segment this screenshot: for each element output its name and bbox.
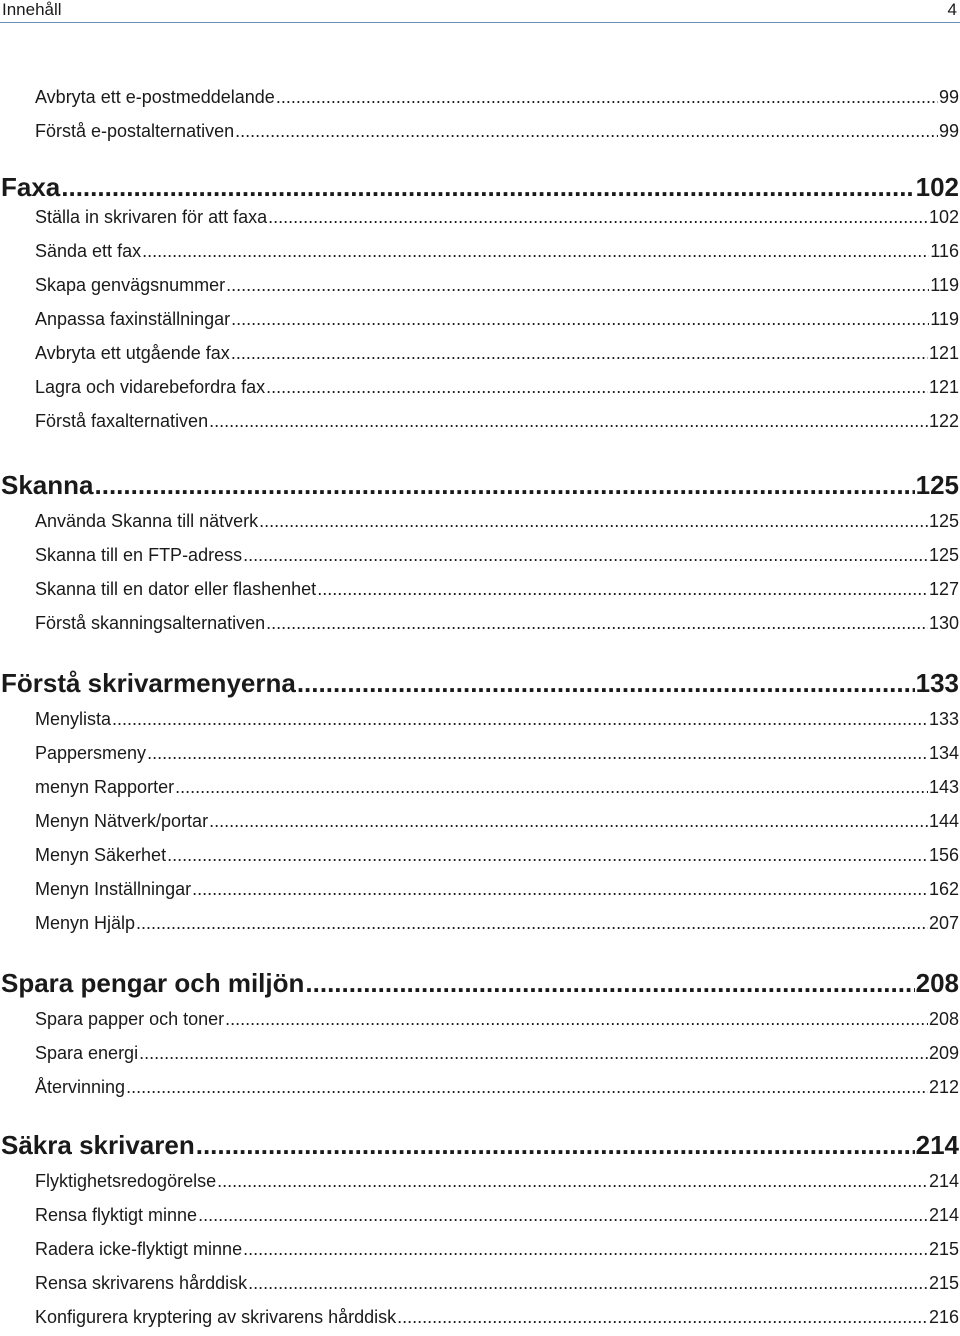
toc-page-number: 99 [938, 87, 959, 107]
toc-entry[interactable] [0, 808, 960, 834]
toc-page-number: 133 [928, 709, 959, 729]
toc-entry[interactable] [0, 1202, 960, 1228]
toc-leader-dots [235, 118, 938, 144]
toc-leader-dots [209, 808, 928, 834]
toc-leader-dots [397, 1304, 928, 1330]
toc-title: Ställa in skrivaren för att faxa [35, 207, 268, 227]
toc-entry[interactable] [0, 1304, 960, 1330]
toc-page-number: 216 [928, 1307, 959, 1327]
toc-leader-dots [305, 966, 914, 1000]
toc-leader-dots [209, 408, 928, 434]
toc-title: Förstå e-postalternativen [35, 121, 235, 141]
toc-leader-dots [231, 306, 929, 332]
toc-section[interactable] [0, 966, 960, 1000]
toc-leader-dots [231, 340, 928, 366]
toc-leader-dots [276, 84, 938, 110]
toc-entry[interactable] [0, 706, 960, 732]
toc-page-number: 208 [915, 968, 959, 998]
toc-page-number: 125 [915, 470, 959, 500]
header-page-number: 4 [947, 0, 957, 19]
toc-leader-dots [248, 1270, 928, 1296]
toc-entry[interactable] [0, 408, 960, 434]
toc-title: Förstå skanningsalternativen [35, 613, 266, 633]
toc-leader-dots [226, 272, 929, 298]
toc-entry[interactable] [0, 204, 960, 230]
toc-entry[interactable] [0, 118, 960, 144]
toc-title: Menyn Inställningar [35, 879, 192, 899]
toc-leader-dots [297, 666, 915, 700]
toc-page-number: 122 [928, 411, 959, 431]
toc-entry[interactable] [0, 272, 960, 298]
toc-page-number: 208 [928, 1009, 959, 1029]
toc-page-number: 119 [930, 309, 959, 329]
header-title: Innehåll [2, 0, 62, 19]
toc-title: Förstå skrivarmenyerna [1, 668, 296, 698]
toc-entry[interactable] [0, 842, 960, 868]
toc-leader-dots [243, 1236, 928, 1262]
toc-page-number: 121 [928, 377, 959, 397]
toc-entry[interactable] [0, 84, 960, 110]
toc-title: Spara pengar och miljön [1, 968, 305, 998]
toc-page-number: 102 [928, 207, 959, 227]
toc-title: Förstå faxalternativen [35, 411, 209, 431]
toc-entry[interactable] [0, 1168, 960, 1194]
toc-entry[interactable] [0, 340, 960, 366]
toc-leader-dots [147, 740, 928, 766]
toc-leader-dots [61, 170, 914, 204]
toc-section[interactable] [0, 1128, 960, 1162]
toc-page-number: 121 [928, 343, 959, 363]
toc-title: Menyn Hjälp [35, 913, 136, 933]
toc-page-number: 134 [928, 743, 959, 763]
toc-title: Faxa [1, 172, 61, 202]
toc-leader-dots [126, 1074, 928, 1100]
toc-title: Avbryta ett utgående fax [35, 343, 230, 363]
toc-entry[interactable] [0, 910, 960, 936]
toc-title: Anpassa faxinställningar [35, 309, 231, 329]
toc-entry[interactable] [0, 508, 960, 534]
toc-title: Radera icke-flyktigt minne [35, 1239, 243, 1259]
toc-leader-dots [317, 576, 928, 602]
toc-leader-dots [259, 508, 928, 534]
toc-leader-dots [243, 542, 928, 568]
toc-leader-dots [136, 910, 928, 936]
toc-title: Menylista [35, 709, 112, 729]
toc-leader-dots [139, 1040, 928, 1066]
toc-leader-dots [196, 1128, 915, 1162]
toc-page-number: 209 [928, 1043, 959, 1063]
toc-page-number: 119 [930, 275, 959, 295]
toc-entry[interactable] [0, 1040, 960, 1066]
toc-title: Menyn Säkerhet [35, 845, 167, 865]
toc-page-number: 215 [928, 1239, 959, 1259]
toc-leader-dots [266, 610, 928, 636]
toc-page-number: 130 [928, 613, 959, 633]
toc-leader-dots [192, 876, 928, 902]
toc-page-number: 125 [928, 545, 959, 565]
toc-title: Flyktighetsredogörelse [35, 1171, 217, 1191]
toc-title: Rensa flyktigt minne [35, 1205, 198, 1225]
toc-title: Menyn Nätverk/portar [35, 811, 209, 831]
toc-entry[interactable] [0, 1006, 960, 1032]
toc-section[interactable] [0, 170, 960, 204]
toc-entry[interactable] [0, 876, 960, 902]
toc-page-number: 214 [915, 1130, 959, 1160]
toc-page-number: 125 [928, 511, 959, 531]
toc-page-number: 143 [928, 777, 959, 797]
toc-page-number: 99 [938, 121, 959, 141]
toc-title: Skanna [1, 470, 94, 500]
toc-entry[interactable] [0, 610, 960, 636]
toc-title: Pappersmeny [35, 743, 147, 763]
toc-entry[interactable] [0, 1074, 960, 1100]
toc-title: Sända ett fax [35, 241, 142, 261]
toc-leader-dots [268, 204, 928, 230]
toc-title: menyn Rapporter [35, 777, 175, 797]
toc-leader-dots [225, 1006, 928, 1032]
toc-title: Spara energi [35, 1043, 139, 1063]
toc-title: Återvinning [35, 1077, 126, 1097]
page-header [0, 0, 960, 23]
toc-leader-dots [175, 774, 928, 800]
toc-section[interactable] [0, 468, 960, 502]
toc-page-number: 214 [928, 1171, 959, 1191]
toc-page-number: 127 [928, 579, 959, 599]
toc-title: Skanna till en dator eller flashenhet [35, 579, 317, 599]
toc-entry[interactable] [0, 774, 960, 800]
toc-entry[interactable] [0, 374, 960, 400]
toc-title: Spara papper och toner [35, 1009, 225, 1029]
toc-leader-dots [217, 1168, 928, 1194]
toc-entry[interactable] [0, 238, 960, 264]
toc-entry[interactable] [0, 306, 960, 332]
toc-title: Använda Skanna till nätverk [35, 511, 259, 531]
toc-page-number: 144 [928, 811, 959, 831]
toc-title: Konfigurera kryptering av skrivarens hårddisk [35, 1307, 397, 1327]
toc-title: Skanna till en FTP-adress [35, 545, 243, 565]
toc-page-number: 156 [928, 845, 959, 865]
toc-leader-dots [167, 842, 928, 868]
toc-page-number: 212 [928, 1077, 959, 1097]
toc-page-number: 214 [928, 1205, 959, 1225]
toc-title: Säkra skrivaren [1, 1130, 195, 1160]
toc-leader-dots [142, 238, 929, 264]
toc-entry[interactable] [0, 542, 960, 568]
toc-page-number: 215 [928, 1273, 959, 1293]
toc-entry[interactable] [0, 1236, 960, 1262]
toc-leader-dots [112, 706, 928, 732]
toc-title: Skapa genvägsnummer [35, 275, 226, 295]
toc-entry[interactable] [0, 576, 960, 602]
toc-leader-dots [266, 374, 928, 400]
toc-page-number: 207 [928, 913, 959, 933]
toc-title: Rensa skrivarens hårddisk [35, 1273, 248, 1293]
toc-page-number: 102 [915, 172, 959, 202]
toc-entry[interactable] [0, 1270, 960, 1296]
toc-page-number: 162 [928, 879, 959, 899]
toc-section[interactable] [0, 666, 960, 700]
toc-entry[interactable] [0, 740, 960, 766]
toc-page-number: 116 [930, 241, 959, 261]
toc-title: Avbryta ett e-postmeddelande [35, 87, 275, 107]
toc-leader-dots [95, 468, 915, 502]
toc-title: Lagra och vidarebefordra fax [35, 377, 266, 397]
toc-page-number: 133 [915, 668, 959, 698]
toc-leader-dots [198, 1202, 928, 1228]
